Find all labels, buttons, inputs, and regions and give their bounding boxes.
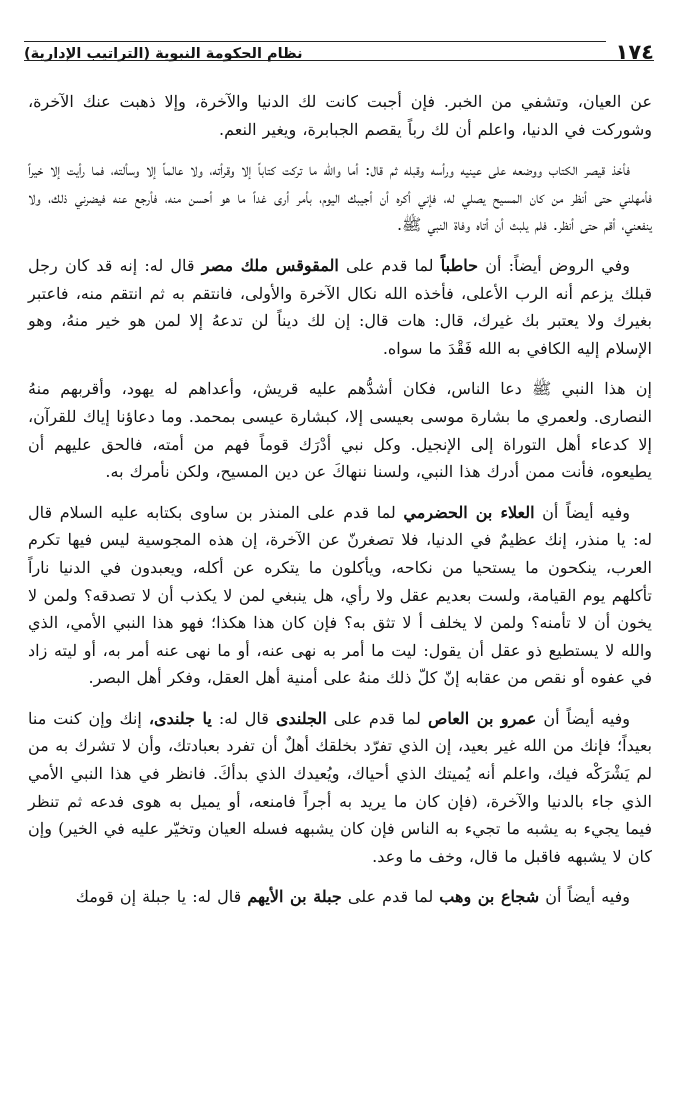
body-text xyxy=(28,88,652,924)
paragraph-text: وفيه أيضاً أن xyxy=(543,708,631,728)
paragraph-text: فأخذ قيصر الكتاب ووضعه على عينيه ورأسه وقبله ثم قال: أما والله ما تركت كتاباً إلا وقرأته، ولا عالماً إلا وسألته، فما رأيت إلا خيراً فأمهلني حتى أنظر من كان المسيح يصلي له، فإني أكره أن أجيبك اليوم، بأمر أرى غداً ما هو أحسن منه، فأرجع عنه فيضرني ذلك، ولا ينفعني، أقم حتى أنظر. فلم يلبث أن أتاه وفاة النبي ﷺ. xyxy=(28,160,652,235)
paragraph-text: قال له: xyxy=(218,708,269,728)
person-name: الجلندى xyxy=(275,708,327,728)
page-number: ١٧٤ xyxy=(615,40,654,64)
paragraph-text: عن العيان، وتشفي من الخبر. فإن أجبت كانت لك الدنيا والآخرة، وإلا ذهبت عنك الآخرة، وشوركت في الدنيا، واعلم أن لك رباً يقصم الجبابرة، ويغير النعم. xyxy=(28,92,652,139)
paragraph xyxy=(28,252,652,362)
paragraph-text: لما قدم على xyxy=(347,887,434,907)
page-header xyxy=(24,30,654,64)
person-name: العلاء بن الحضرمي xyxy=(403,502,535,522)
paragraph-text: لما قدم على xyxy=(333,708,421,728)
paragraph xyxy=(28,705,652,871)
person-name: حاطباً xyxy=(440,255,478,275)
paragraph xyxy=(28,375,652,485)
person-name: المقوقس ملك مصر xyxy=(201,255,339,275)
paragraph-text: إن هذا النبي ﷺ دعا الناس، فكان أشدُّهم عليه قريش، وأعداهم له يهود، وأقربهم منهُ النصارى. ولعمري ما بشارة موسى بعيسى إلا، كبشارة عيسى بمحمد. وما دعاؤنا إياك للقرآن، إلا كدعاء أهل التوراة إلى الإنجيل. وكل نبي أدْرَك قوماً فهم من أمته، فالحق عليهم أن يطيعوه، فأنت ممن أدرك هذا النبي، ولسنا ننهاكَ عن دين المسيح، ولكن نأمرك به. xyxy=(28,379,653,482)
paragraph xyxy=(28,88,652,143)
paragraph-text: وفيه أيضاً أن xyxy=(542,502,631,522)
person-name: عمرو بن العاص xyxy=(427,708,537,728)
person-name: شجاع بن وهب xyxy=(439,887,540,907)
paragraph-text: وفيه أيضاً أن xyxy=(545,887,630,907)
paragraph-text: لما قدم على xyxy=(346,255,434,275)
person-name: جبلة بن الأيهم xyxy=(247,887,342,907)
paragraph-text: لما قدم على المنذر بن ساوى بكتابه عليه السلام قال له: يا منذر، إنك عظيمٌ في الدنيا، فلا تصغرنّ عن الآخرة، إن هذه المجوسية ليس فيها تكرم العرب، ينكحون ما يستحيا من نكاحه، ويأكلون ما يتكره عن أكله، ويعبدون في الدنيا ناراً تأكلهم يوم القيامة، ولست بعديم عقل ولا رأي، هل ينبغي لمن لا يكذب أن لا تصدقه؟ ولمن لا يخون أن لا تأمنه؟ ولمن لا يخلف أ لا تثق به؟ فإن كان هذا هكذا؛ فهو هذا النبي الأمي، الذي والله لا يستطيع ذو عقل أن يقول: ليت ما أمر به نهى عنه، أو ما نهى عنه أمر به، أو ليته زاد في عفوه أو نقص من عقابه إنّ كلّ ذلك منهُ على أمنية أهل العقل، وفكر أهل البصر. xyxy=(28,502,653,688)
paragraph-text: قال له: إنه قد كان رجل قبلك يزعم أنه الرب الأعلى، فأخذه الله نكال الآخرة والأولى، فانتقم به ثم انتقم منه، فاعتبر بغيرك ولا يعتبر بك غيرك، قال: هات قال: إن لك ديناً لن تدعهُ إلا لمن هو خير منهُ، وهو الإسلام إليه الكافي به الله فَقْدَ ما سواه. xyxy=(28,255,652,358)
paragraph xyxy=(28,883,652,911)
paragraph-text: قال له: يا جبلة إن قومك xyxy=(75,887,242,907)
person-name: يا جلندى، xyxy=(148,708,212,728)
paragraph xyxy=(28,499,652,692)
paragraph-text: إنك وإن كنت منا بعيداً؛ فإنك من الله غير بعيد، إن الذي تفرّد بخلقك أهلٌ أن تفرد بعبادتك، وأن لا تشرك به من لم يَشْرَكْه فيك، واعلم أنه يُميتك الذي أحياك، ويُعيدك الذي بدأكَ. فانظر في هذا النبي الأمي الذي جاء بالدنيا والآخرة، (فإن كان ما يريد به أجراً فامنعه، أو يميل به هوى فدعه ثم تنظر فيما يجيء به يشبه ما تجيء به الناس فإن كان يشبهه فسله العيان وتخيّر عليه في الخير) وإن كان لا يشبهه فاقبل ما قال، وخف ما وعد. xyxy=(28,708,653,866)
header-rule xyxy=(24,60,654,61)
paragraph xyxy=(28,156,652,239)
paragraph-text: وفي الروض أيضاً: أن xyxy=(485,255,631,275)
running-title: نظام الحكومة النبوية (التراتيب الإدارية) xyxy=(24,41,606,64)
